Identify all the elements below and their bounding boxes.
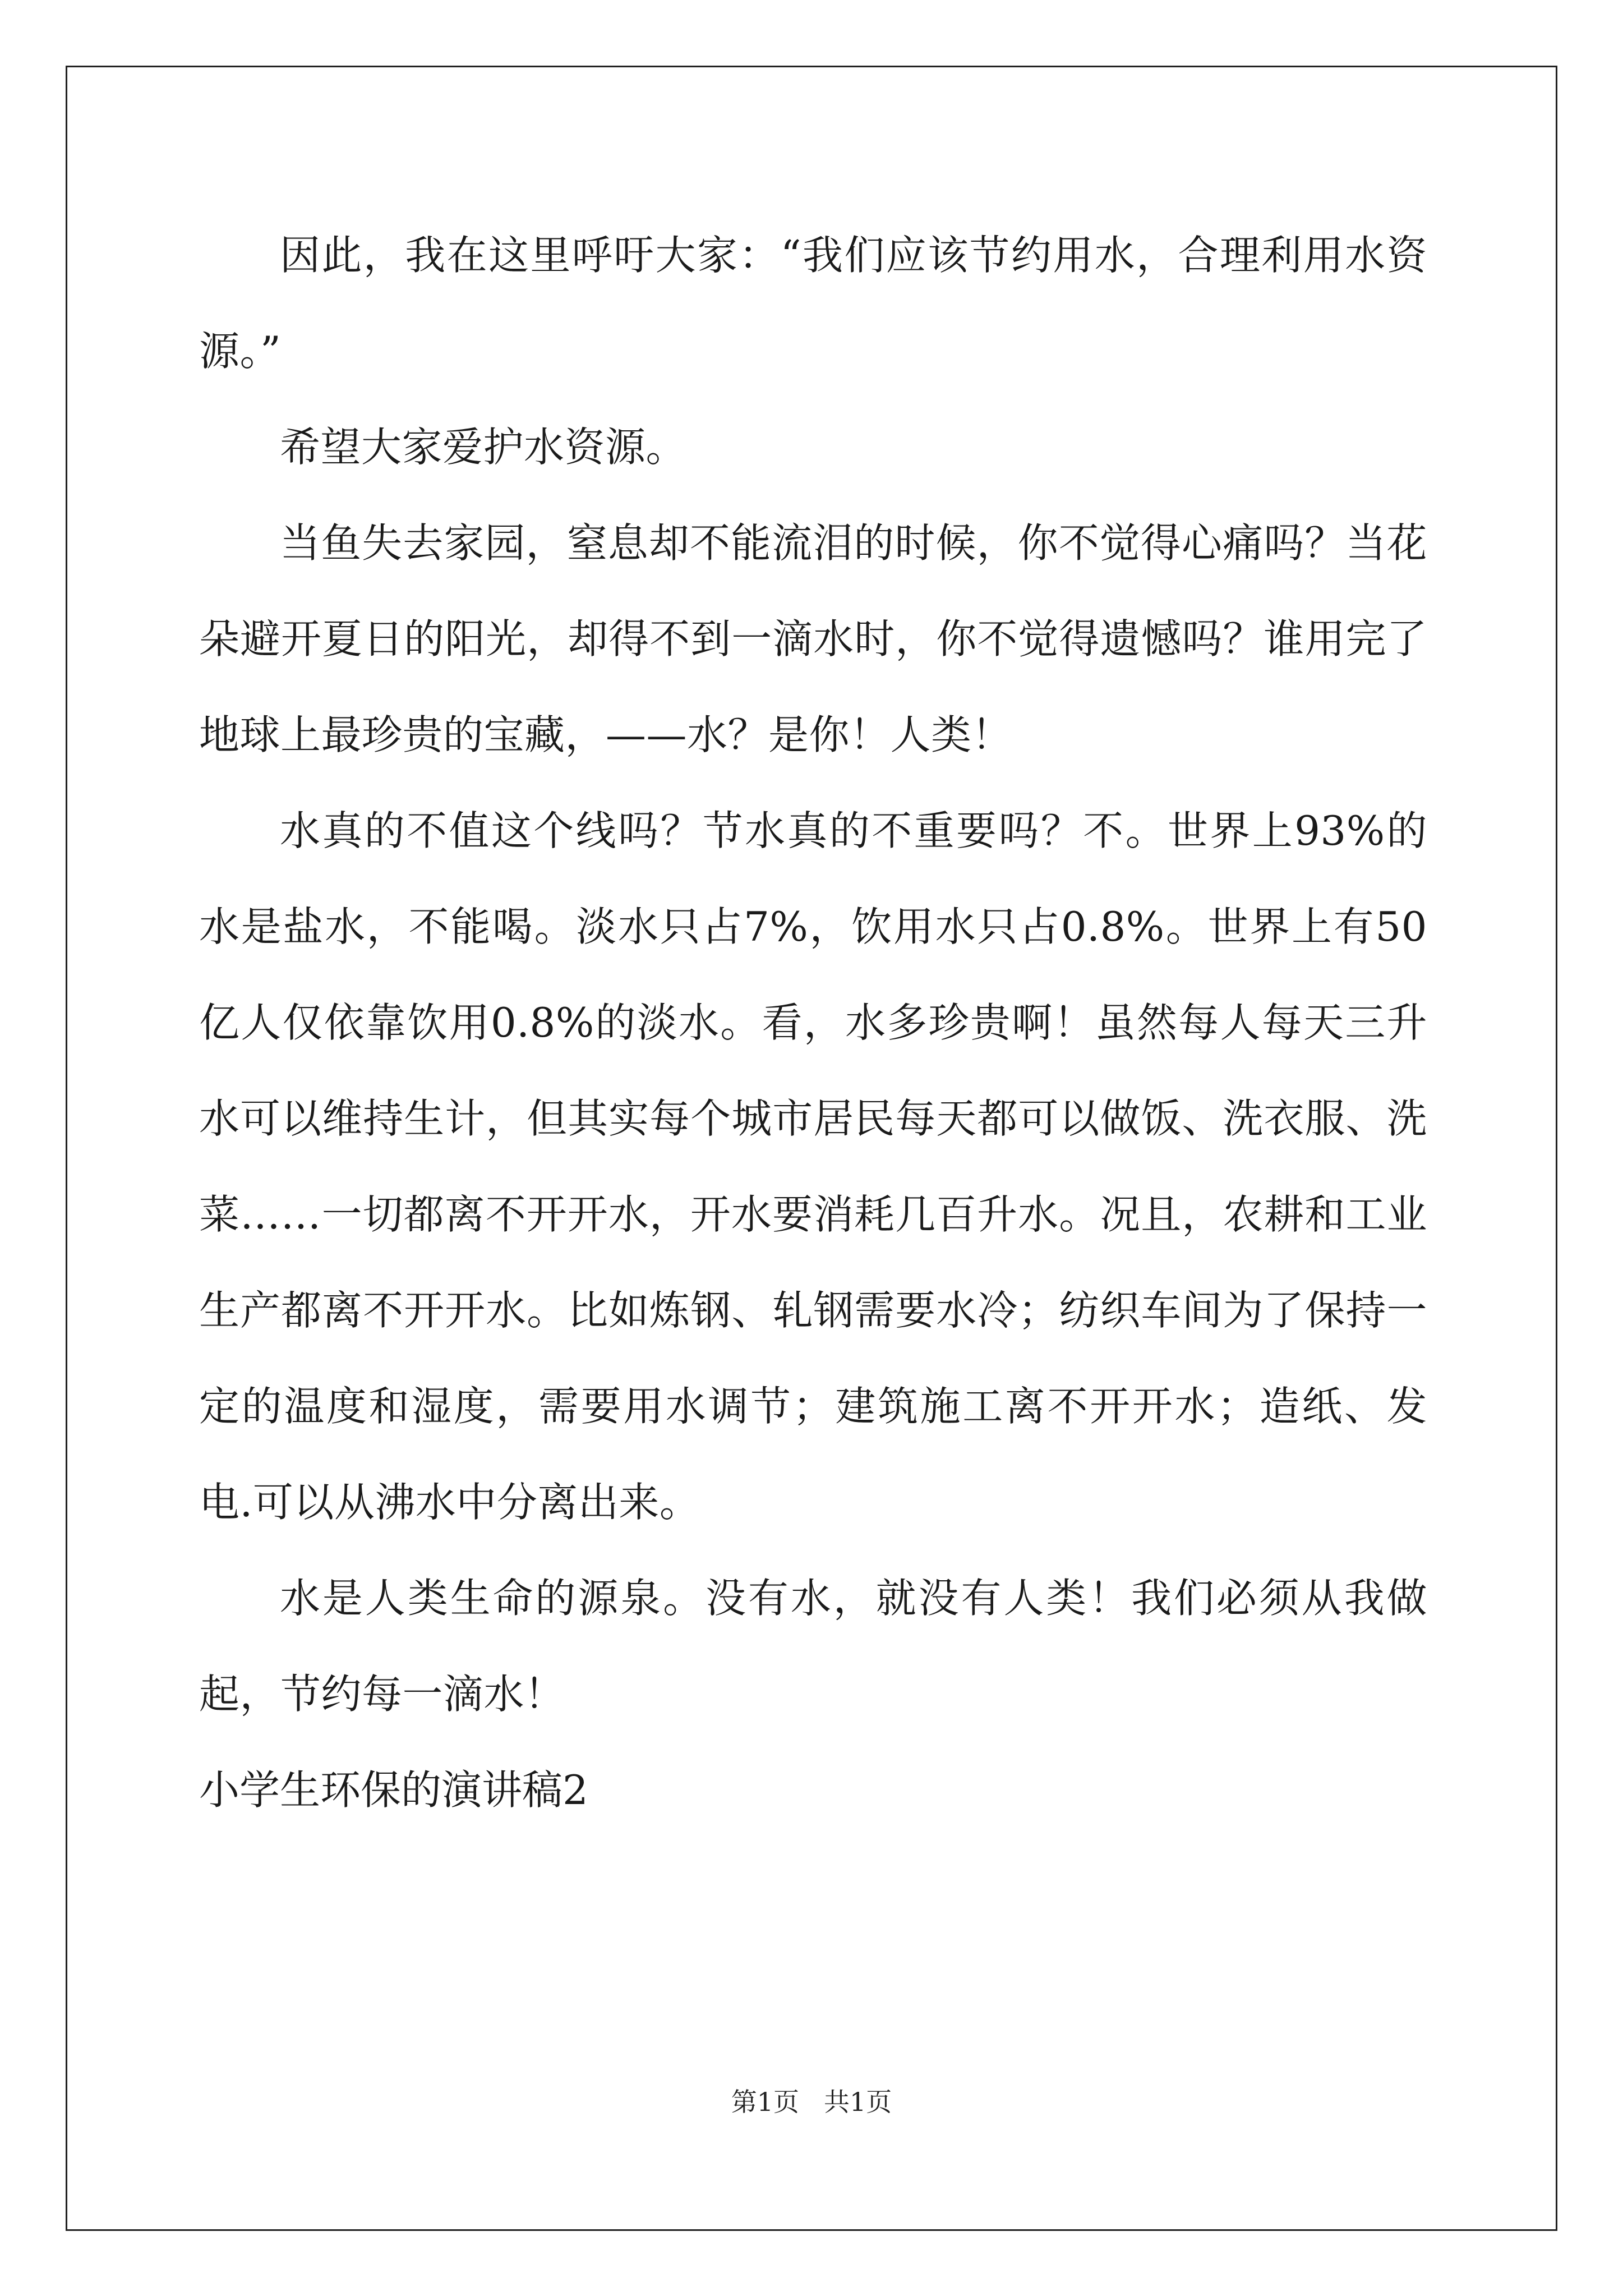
paragraph: 希望大家爱护水资源。 <box>280 424 687 471</box>
total-pages: 共1页 <box>823 2087 892 2117</box>
paragraph: 水是人类生命的源泉。没有水，就没有人类！我们必须从我做起，节约每一滴水！ <box>199 1575 1427 1718</box>
paragraph: 因此，我在这里呼吁大家：“我们应该节约用水，合理利用水资源。” <box>199 232 1427 375</box>
paragraph: 水真的不值这个线吗？节水真的不重要吗？不。世界上93%的水是盐水，不能喝。淡水只占7%，饮用水只占0.8%。世界上有50亿人仅依靠饮用0.8%的淡水。看，水多珍贵啊！虽然每人每天三升水可以维持生计，但其实每个城市居民每天都可以做饭、洗衣服、洗菜……一切都离不开开水，开水要消耗几百升水。况且，农耕和工业生产都离不开开水。比如炼钢、轧钢需要水冷；纺织车间为了保持一定的温度和湿度，需要用水调节；建筑施工离不开开水；造纸、发电.可以从沸水中分离出来。 <box>199 807 1427 1526</box>
paragraph: 当鱼失去家园，窒息却不能流泪的时候，你不觉得心痛吗？当花朵避开夏日的阳光，却得不到一滴水时，你不觉得遗憾吗？谁用完了地球上最珍贵的宝藏，——水？是你！人类！ <box>199 519 1427 758</box>
page-number: 第1页 <box>731 2087 800 2117</box>
page-footer <box>0 2085 1623 2119</box>
document-body <box>199 208 1427 1838</box>
section-heading: 小学生环保的演讲稿2 <box>199 1766 588 1814</box>
